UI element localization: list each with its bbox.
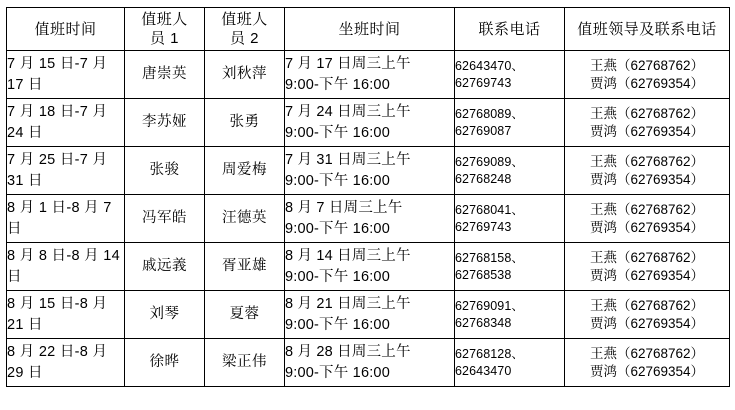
table-body	[7, 51, 730, 387]
shift-time-line-1: 7 月 31 日周三上午	[285, 151, 411, 168]
cell-person-1: 冯军皓	[125, 195, 205, 243]
cell-person-2: 胥亚雄	[205, 243, 285, 291]
shift-time-line-2: 9:00-下午 16:00	[285, 172, 390, 189]
contact-phone-line-1: 62768158、	[455, 250, 525, 265]
column-header-leader-contact: 值班领导及联系电话	[565, 8, 730, 51]
shift-time-line-1: 7 月 17 日周三上午	[285, 55, 411, 72]
contact-phone-line-1: 62769089、	[455, 154, 525, 169]
cell-duty-period: 8 月 1 日-8 月 7 日	[7, 195, 125, 243]
shift-time-line-2: 9:00-下午 16:00	[285, 124, 390, 141]
cell-contact-phone	[455, 51, 565, 99]
leader-contact-line-1: 王燕（62768762）	[589, 57, 705, 73]
cell-leader-contact	[565, 99, 730, 147]
cell-person-1: 张骏	[125, 147, 205, 195]
contact-phone-line-2: 62768248	[455, 171, 512, 186]
table-row	[7, 99, 730, 147]
shift-time-line-1: 8 月 7 日周三上午	[285, 199, 403, 216]
table-header	[7, 8, 730, 51]
shift-time-line-2: 9:00-下午 16:00	[285, 316, 390, 333]
leader-contact-line-2: 贾鸿（62769354）	[589, 123, 705, 139]
cell-duty-period: 7 月 25 日-7 月 31 日	[7, 147, 125, 195]
leader-contact-line-1: 王燕（62768762）	[589, 201, 705, 217]
shift-time-line-2: 9:00-下午 16:00	[285, 364, 390, 381]
contact-phone-line-1: 62768128、	[455, 346, 525, 361]
shift-time-line-1: 8 月 21 日周三上午	[285, 295, 411, 312]
contact-phone-line-2: 62643470	[455, 363, 512, 378]
table-row	[7, 51, 730, 99]
leader-contact-line-2: 贾鸿（62769354）	[589, 315, 705, 331]
cell-person-2: 夏蓉	[205, 291, 285, 339]
cell-person-2: 梁正伟	[205, 339, 285, 387]
contact-phone-line-2: 62768348	[455, 315, 512, 330]
cell-duty-period: 7 月 18 日-7 月 24 日	[7, 99, 125, 147]
contact-phone-line-1: 62768041、	[455, 202, 525, 217]
contact-phone-line-2: 62769087	[455, 123, 512, 138]
table-row	[7, 147, 730, 195]
cell-person-2: 周爱梅	[205, 147, 285, 195]
leader-contact-line-2: 贾鸿（62769354）	[589, 171, 705, 187]
leader-contact-line-1: 王燕（62768762）	[589, 105, 705, 121]
cell-duty-period: 7 月 15 日-7 月 17 日	[7, 51, 125, 99]
leader-contact-line-1: 王燕（62768762）	[589, 249, 705, 265]
shift-time-line-2: 9:00-下午 16:00	[285, 220, 390, 237]
cell-leader-contact	[565, 243, 730, 291]
contact-phone-line-1: 62768089、	[455, 106, 525, 121]
cell-leader-contact	[565, 195, 730, 243]
cell-person-2: 刘秋萍	[205, 51, 285, 99]
cell-person-2: 张勇	[205, 99, 285, 147]
shift-time-line-1: 8 月 14 日周三上午	[285, 247, 411, 264]
cell-leader-contact	[565, 147, 730, 195]
cell-person-2: 汪德英	[205, 195, 285, 243]
column-header-person-1: 值班人员 1	[125, 8, 205, 51]
shift-time-line-1: 8 月 28 日周三上午	[285, 343, 411, 360]
cell-shift-time	[285, 291, 455, 339]
cell-shift-time	[285, 339, 455, 387]
cell-duty-period: 8 月 8 日-8 月 14 日	[7, 243, 125, 291]
contact-phone-line-1: 62643470、	[455, 58, 525, 73]
shift-time-line-2: 9:00-下午 16:00	[285, 76, 390, 93]
table-row	[7, 291, 730, 339]
shift-time-line-2: 9:00-下午 16:00	[285, 268, 390, 285]
cell-leader-contact	[565, 339, 730, 387]
cell-contact-phone	[455, 99, 565, 147]
contact-phone-line-2: 62769743	[455, 219, 512, 234]
cell-contact-phone	[455, 195, 565, 243]
column-header-duty-period: 值班时间	[7, 8, 125, 51]
contact-phone-line-2: 62769743	[455, 75, 512, 90]
cell-contact-phone	[455, 339, 565, 387]
cell-leader-contact	[565, 51, 730, 99]
cell-shift-time	[285, 51, 455, 99]
table-header-row	[7, 8, 730, 51]
leader-contact-line-2: 贾鸿（62769354）	[589, 219, 705, 235]
cell-person-1: 唐崇英	[125, 51, 205, 99]
table-row	[7, 243, 730, 291]
contact-phone-line-2: 62768538	[455, 267, 512, 282]
cell-contact-phone	[455, 291, 565, 339]
cell-duty-period: 8 月 22 日-8 月 29 日	[7, 339, 125, 387]
leader-contact-line-2: 贾鸿（62769354）	[589, 75, 705, 91]
cell-person-1: 刘琴	[125, 291, 205, 339]
cell-shift-time	[285, 99, 455, 147]
leader-contact-line-1: 王燕（62768762）	[589, 297, 705, 313]
leader-contact-line-1: 王燕（62768762）	[589, 153, 705, 169]
cell-person-1: 戚远義	[125, 243, 205, 291]
leader-contact-line-1: 王燕（62768762）	[589, 345, 705, 361]
column-header-shift-time: 坐班时间	[285, 8, 455, 51]
cell-duty-period: 8 月 15 日-8 月 21 日	[7, 291, 125, 339]
cell-person-1: 徐晔	[125, 339, 205, 387]
cell-shift-time	[285, 243, 455, 291]
cell-contact-phone	[455, 147, 565, 195]
column-header-contact-phone: 联系电话	[455, 8, 565, 51]
cell-person-1: 李苏娅	[125, 99, 205, 147]
cell-leader-contact	[565, 291, 730, 339]
leader-contact-line-2: 贾鸿（62769354）	[589, 267, 705, 283]
cell-contact-phone	[455, 243, 565, 291]
cell-shift-time	[285, 195, 455, 243]
contact-phone-line-1: 62769091、	[455, 298, 525, 313]
leader-contact-line-2: 贾鸿（62769354）	[589, 363, 705, 379]
cell-shift-time	[285, 147, 455, 195]
table-row	[7, 339, 730, 387]
table-row	[7, 195, 730, 243]
duty-schedule-table	[6, 7, 730, 387]
column-header-person-2: 值班人员 2	[205, 8, 285, 51]
shift-time-line-1: 7 月 24 日周三上午	[285, 103, 411, 120]
